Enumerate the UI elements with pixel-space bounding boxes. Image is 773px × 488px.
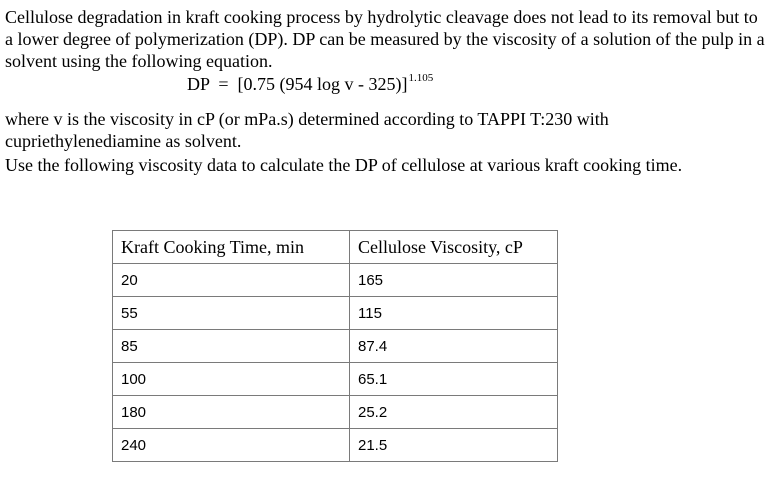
cell-viscosity: 165 (350, 264, 558, 297)
table-header-row (113, 231, 558, 264)
table-row (113, 297, 558, 330)
header-cooking-time: Kraft Cooking Time, min (113, 231, 350, 264)
table-row (113, 264, 558, 297)
cell-viscosity: 25.2 (350, 396, 558, 429)
instruction-paragraph: Use the following viscosity data to calculate the DP of cellulose at various kraft cooking time. (5, 155, 683, 175)
table-row (113, 429, 558, 462)
equation-equals: = (218, 74, 229, 94)
table-row (113, 396, 558, 429)
equation-lhs: DP (187, 74, 210, 94)
cell-cooking-time: 240 (113, 429, 350, 462)
table-row (113, 363, 558, 396)
dp-equation (187, 73, 432, 98)
cell-viscosity: 21.5 (350, 429, 558, 462)
equation-exponent: 1.105 (408, 72, 434, 84)
header-cellulose-viscosity: Cellulose Viscosity, cP (350, 231, 558, 264)
cell-viscosity: 115 (350, 297, 558, 330)
cell-cooking-time: 20 (113, 264, 350, 297)
table-row (113, 330, 558, 363)
cell-viscosity: 65.1 (350, 363, 558, 396)
equation-rhs: [0.75 (954 log v - 325)] (237, 74, 408, 94)
intro-paragraph: Cellulose degradation in kraft cooking process by hydrolytic cleavage does not lead to its removal but to a lower degree of polymerization (DP). DP can be measured by the viscosity of a solution of the pulp in a solvent using the following equation. (5, 7, 765, 71)
viscosity-data-table (112, 230, 558, 462)
definition-paragraph: where v is the viscosity in cP (or mPa.s) determined according to TAPPI T:230 with cupriethylenediamine as solvent. (5, 109, 609, 151)
cell-viscosity: 87.4 (350, 330, 558, 363)
cell-cooking-time: 100 (113, 363, 350, 396)
cell-cooking-time: 180 (113, 396, 350, 429)
cell-cooking-time: 85 (113, 330, 350, 363)
cell-cooking-time: 55 (113, 297, 350, 330)
